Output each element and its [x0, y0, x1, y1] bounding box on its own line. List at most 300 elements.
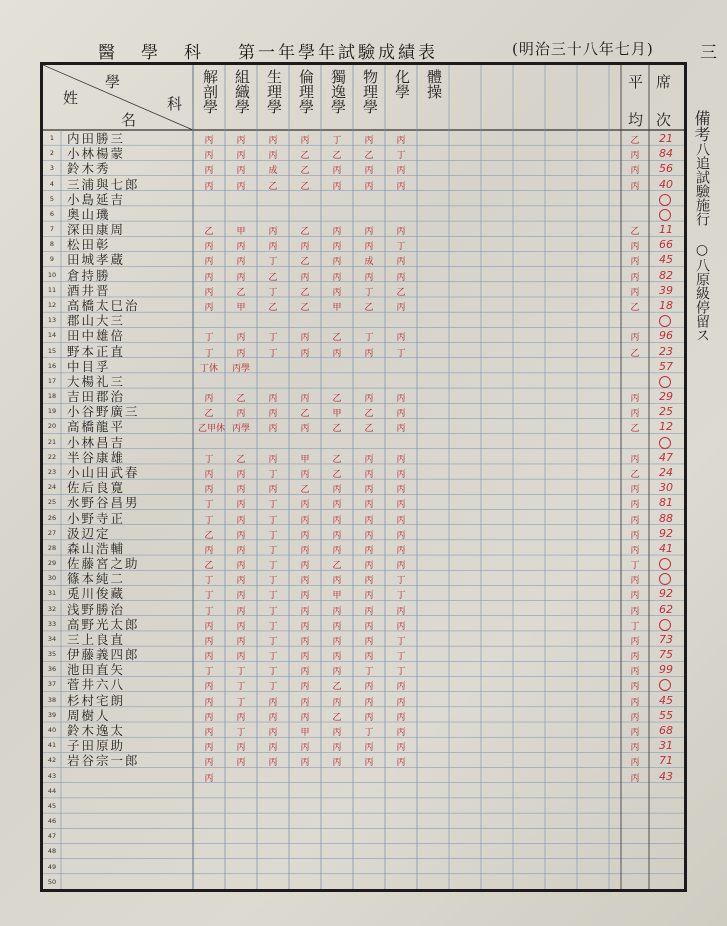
grade-cell: 乙 — [332, 394, 342, 405]
grade-cell: 丙 — [204, 394, 214, 405]
header-xue: 學 — [105, 73, 121, 91]
grade-cell: 丁 — [204, 500, 214, 511]
average-cell: 丙 — [630, 454, 640, 465]
grade-cell: 乙 — [300, 227, 310, 238]
grade-cell: 丙 — [236, 272, 246, 283]
grade-cell: 丙 — [364, 591, 374, 602]
grade-cell: 丙 — [204, 242, 214, 253]
grade-cell: 丙 — [204, 652, 214, 663]
average-cell: 丙 — [630, 545, 640, 556]
grade-cell: 甲 — [332, 591, 342, 602]
student-name: 松田彰 — [67, 237, 111, 253]
grade-cell: 丙 — [364, 682, 374, 693]
grade-cell: 丙 — [364, 394, 374, 405]
grade-cell: 丙 — [364, 743, 374, 754]
grade-cell: 丙 — [332, 348, 342, 359]
student-name: 田中雄倍 — [67, 328, 126, 344]
grade-cell: 丁 — [396, 348, 406, 359]
grade-cell: 丁 — [204, 333, 214, 344]
student-name: 小島延吉 — [67, 191, 126, 207]
date-label: (明治三十八年七月) — [512, 40, 654, 58]
row-number: 2 — [49, 149, 55, 158]
grade-cell: 乙 — [396, 287, 406, 298]
grade-cell: 丙 — [396, 166, 406, 177]
average-cell: 丙 — [630, 636, 640, 647]
grade-cell: 乙 — [236, 394, 246, 405]
grade-cell: 丁 — [236, 667, 246, 678]
grade-cell: 丙 — [204, 621, 214, 632]
row-number: 12 — [47, 300, 57, 309]
grade-cell: 丙 — [396, 227, 406, 238]
average-cell: 丙 — [630, 682, 640, 693]
grade-cell: 丙 — [332, 272, 342, 283]
rank-cell: 25 — [659, 405, 673, 419]
grade-cell: 丁 — [332, 136, 342, 146]
average-cell: 乙 — [630, 348, 640, 359]
grade-cell: 丙 — [236, 485, 246, 496]
header-rank-2: 次 — [656, 111, 672, 129]
row-number: 27 — [47, 528, 57, 537]
grade-cell: 乙 — [364, 151, 374, 162]
average-cell: 丙 — [630, 515, 640, 526]
circle-mark-icon — [659, 437, 671, 449]
grade-cell: 丙 — [204, 302, 214, 313]
rank-cell: 66 — [659, 238, 673, 252]
grade-cell: 丁 — [268, 287, 278, 298]
grade-cell: 乙 — [332, 682, 342, 693]
student-name: 田城孝蔵 — [67, 252, 126, 268]
grade-cell: 丙 — [204, 773, 214, 784]
subject-header: 生理學 — [265, 69, 283, 114]
rank-cell: 39 — [659, 283, 673, 297]
grade-cell: 丙 — [364, 166, 374, 177]
row-number: 24 — [47, 483, 57, 492]
row-number: 43 — [47, 771, 57, 780]
rank-cell: 92 — [659, 526, 673, 540]
average-cell: 丁 — [630, 621, 640, 632]
row-number: 44 — [47, 786, 57, 795]
grade-cell: 丙 — [300, 515, 310, 526]
row-number: 33 — [47, 619, 57, 628]
grade-cell: 丙 — [396, 302, 406, 313]
grade-cell: 丙 — [332, 576, 342, 587]
student-name: 岩谷宗一郎 — [67, 753, 140, 769]
average-cell: 丙 — [630, 272, 640, 283]
average-cell: 丙 — [630, 591, 640, 602]
row-number: 23 — [47, 467, 57, 476]
average-cell: 乙 — [630, 469, 640, 480]
student-name: 汲辺定 — [67, 525, 111, 541]
student-name: 篠本純二 — [67, 571, 126, 587]
student-name: 小谷野廣三 — [67, 404, 140, 420]
grade-cell: 丙 — [332, 227, 342, 238]
average-cell: 丙 — [630, 409, 640, 420]
grade-cell: 丙 — [396, 485, 406, 496]
grade-cell: 丁 — [396, 151, 406, 162]
grade-cell: 丙 — [396, 409, 406, 420]
student-name: 半谷康雄 — [67, 449, 126, 465]
row-number: 9 — [49, 255, 55, 264]
row-number: 5 — [49, 194, 55, 203]
row-number: 6 — [49, 209, 55, 218]
rank-cell: 57 — [659, 359, 673, 373]
grade-cell: 丙 — [268, 409, 278, 420]
grade-cell: 乙 — [300, 287, 310, 298]
grade-cell: 丙 — [364, 636, 374, 647]
grade-cell: 丙 — [300, 697, 310, 708]
grade-cell: 丙 — [364, 454, 374, 465]
grade-cell: 丙 — [300, 545, 310, 556]
grade-cell: 丙 — [364, 561, 374, 572]
grade-cell: 乙 — [364, 302, 374, 313]
grade-cell: 丙 — [236, 257, 246, 268]
grade-cell: 乙 — [332, 712, 342, 723]
row-number: 16 — [47, 361, 57, 370]
student-name: 中目孚 — [67, 358, 111, 374]
grade-cell: 丁 — [268, 469, 278, 480]
row-number: 15 — [47, 346, 57, 355]
grade-cell: 丙 — [364, 652, 374, 663]
grade-cell: 丁 — [364, 728, 374, 739]
grade-cell: 丙 — [364, 545, 374, 556]
rank-cell: 68 — [659, 724, 673, 738]
grade-cell: 丁 — [268, 515, 278, 526]
row-number: 4 — [49, 179, 55, 188]
row-number: 50 — [47, 877, 57, 886]
grade-cell: 丙 — [396, 530, 406, 541]
grade-cell: 丙 — [300, 621, 310, 632]
grade-cell: 丁 — [268, 545, 278, 556]
header-average-2: 均 — [628, 111, 644, 129]
rank-cell: 40 — [659, 177, 673, 191]
grade-cell: 丙 — [236, 743, 246, 754]
grade-cell: 丙 — [300, 333, 310, 344]
grade-cell: 丙 — [332, 743, 342, 754]
grade-cell: 丙 — [204, 272, 214, 283]
grade-cell: 丙 — [396, 728, 406, 739]
grade-cell: 乙 — [268, 272, 278, 283]
rank-cell: 23 — [659, 344, 673, 358]
grade-cell: 成 — [364, 257, 374, 268]
grade-cell: 丙 — [268, 394, 278, 405]
grade-cell: 丙 — [332, 166, 342, 177]
average-cell: 丙 — [630, 743, 640, 754]
row-number: 49 — [47, 862, 57, 871]
grade-cell: 丙 — [364, 272, 374, 283]
header-subject: 科 — [167, 95, 183, 113]
student-name: 小野寺正 — [67, 510, 126, 526]
grade-cell: 丙 — [300, 576, 310, 587]
grade-cell: 乙 — [204, 409, 214, 420]
row-number: 31 — [47, 589, 57, 598]
grade-cell: 丙 — [300, 530, 310, 541]
row-number: 7 — [49, 225, 55, 234]
grade-cell: 丙 — [300, 743, 310, 754]
grade-cell: 丁 — [268, 333, 278, 344]
student-name: 高橋太巳治 — [67, 297, 140, 313]
grade-cell: 丙 — [364, 515, 374, 526]
grade-cell: 丙 — [396, 697, 406, 708]
grade-cell: 丙 — [236, 515, 246, 526]
grade-cell: 丁 — [396, 242, 406, 253]
student-name: 酒井晋 — [67, 282, 111, 298]
rank-cell: 56 — [659, 162, 673, 176]
grade-cell: 丁 — [268, 500, 278, 511]
student-name: 伊藤義四郎 — [67, 647, 140, 663]
grade-cell: 丙學 — [231, 363, 250, 374]
grade-cell: 丁 — [396, 652, 406, 663]
grade-cell: 丙 — [236, 758, 246, 769]
grade-cell: 丙 — [364, 606, 374, 617]
grade-cell: 乙 — [300, 181, 310, 192]
row-number: 37 — [47, 680, 57, 689]
rank-cell: 62 — [659, 602, 673, 616]
grade-cell: 丙 — [364, 469, 374, 480]
grade-cell: 丙 — [300, 667, 310, 678]
rank-cell: 73 — [659, 632, 673, 646]
rank-cell: 29 — [659, 390, 673, 404]
subject-header: 倫理學 — [297, 69, 315, 114]
grade-cell: 乙 — [204, 561, 214, 572]
rank-cell: 21 — [659, 132, 673, 145]
student-name: 奥山璣 — [67, 206, 111, 222]
grade-cell: 丙 — [396, 712, 406, 723]
grade-cell: 丙 — [332, 257, 342, 268]
row-number: 30 — [47, 574, 57, 583]
grade-cell: 丁 — [236, 728, 246, 739]
rank-cell: 71 — [659, 754, 673, 768]
grade-cell: 乙 — [300, 151, 310, 162]
grade-cell: 丙 — [332, 667, 342, 678]
grade-cell: 丙 — [236, 712, 246, 723]
grade-cell: 丁 — [268, 257, 278, 268]
average-cell: 乙 — [630, 136, 640, 146]
grade-cell: 丙 — [204, 485, 214, 496]
grade-cell: 丙 — [396, 257, 406, 268]
row-number: 20 — [47, 422, 57, 431]
average-cell: 丙 — [630, 166, 640, 177]
student-name: 水野谷昌男 — [67, 495, 140, 511]
average-cell: 丙 — [630, 652, 640, 663]
grade-cell: 丙 — [396, 621, 406, 632]
grade-cell: 甲 — [300, 454, 310, 465]
student-name: 高橋龍平 — [67, 419, 126, 435]
grade-cell: 丁 — [364, 287, 374, 298]
grade-cell: 乙 — [236, 454, 246, 465]
grade-cell: 丙 — [396, 682, 406, 693]
grade-cell: 丁 — [268, 652, 278, 663]
average-cell: 乙 — [630, 424, 640, 435]
grade-cell: 乙 — [332, 424, 342, 435]
grade-cell: 丁 — [204, 348, 214, 359]
grade-cell: 丁 — [204, 576, 214, 587]
average-cell: 丙 — [630, 181, 640, 192]
grade-cell: 丙 — [204, 758, 214, 769]
grade-cell: 丙 — [300, 652, 310, 663]
student-name: 鈴木逸太 — [67, 723, 126, 739]
grade-cell: 乙 — [268, 181, 278, 192]
grade-cell: 丙 — [236, 151, 246, 162]
grade-cell: 丙 — [364, 576, 374, 587]
grade-cell: 丁 — [396, 636, 406, 647]
grade-cell: 丁 — [204, 606, 214, 617]
row-number: 17 — [47, 376, 57, 385]
grade-cell: 丙 — [268, 728, 278, 739]
row-number: 21 — [47, 437, 57, 446]
grade-cell: 丙 — [332, 621, 342, 632]
grade-cell: 丙 — [204, 545, 214, 556]
grade-cell: 丙 — [364, 758, 374, 769]
average-cell: 丙 — [630, 530, 640, 541]
grade-cell: 丁 — [268, 348, 278, 359]
subject-header: 化學 — [393, 69, 411, 99]
row-number: 13 — [47, 316, 57, 325]
grade-cell: 丁 — [396, 576, 406, 587]
grade-cell: 丙 — [396, 136, 406, 146]
grade-cell: 丁 — [268, 667, 278, 678]
grade-cell: 丙 — [236, 652, 246, 663]
grade-cell: 丙 — [268, 712, 278, 723]
row-number: 35 — [47, 650, 57, 659]
grade-cell: 丙 — [236, 530, 246, 541]
row-number: 8 — [49, 240, 55, 249]
grade-cell: 丙 — [364, 712, 374, 723]
grade-cell: 丙 — [332, 758, 342, 769]
student-name: 佐后良寛 — [67, 480, 126, 496]
grade-cell: 丙 — [236, 181, 246, 192]
grade-cell: 丙 — [204, 636, 214, 647]
student-name: 小山田武春 — [67, 464, 140, 480]
page-mark: 三 — [700, 43, 718, 63]
grade-cell: 丁 — [268, 530, 278, 541]
row-number: 32 — [47, 604, 57, 613]
grade-cell: 丙 — [268, 697, 278, 708]
average-cell: 丙 — [630, 773, 640, 784]
student-name: 佐藤宮之助 — [67, 556, 140, 572]
grade-cell: 乙 — [332, 151, 342, 162]
grade-cell: 丙 — [236, 500, 246, 511]
grade-cell: 丙 — [204, 151, 214, 162]
grade-cell: 丙 — [268, 227, 278, 238]
circle-mark-icon — [659, 619, 671, 631]
header-average-1: 平 — [628, 73, 644, 91]
grade-cell: 丙 — [204, 697, 214, 708]
grade-cell: 丙 — [268, 485, 278, 496]
average-cell: 丙 — [630, 394, 640, 405]
row-number: 47 — [47, 832, 57, 841]
student-name: 大楊礼三 — [67, 373, 126, 389]
student-name: 森山浩輔 — [67, 540, 126, 556]
circle-mark-icon — [659, 376, 671, 388]
grade-cell: 丙 — [396, 606, 406, 617]
row-number: 38 — [47, 695, 57, 704]
average-cell: 丙 — [630, 606, 640, 617]
grade-cell: 丙 — [364, 485, 374, 496]
row-number: 18 — [47, 392, 57, 401]
average-cell: 丙 — [630, 728, 640, 739]
grade-cell: 乙 — [204, 227, 214, 238]
grade-cell: 丙 — [204, 743, 214, 754]
student-name: 倉持勝 — [67, 267, 111, 283]
grade-cell: 乙 — [300, 409, 310, 420]
grade-cell: 丙 — [332, 606, 342, 617]
average-cell: 丙 — [630, 758, 640, 769]
row-number: 11 — [47, 285, 57, 294]
grade-cell: 丙 — [236, 166, 246, 177]
grade-cell: 丁 — [268, 576, 278, 587]
subject-header: 解剖學 — [201, 69, 219, 114]
student-name: 子田原助 — [67, 738, 126, 754]
average-cell: 乙 — [630, 302, 640, 313]
grade-cell: 丁休 — [199, 363, 218, 374]
grade-cell: 丙 — [364, 136, 374, 146]
grade-cell: 丙 — [300, 242, 310, 253]
grade-cell: 乙 — [300, 257, 310, 268]
grade-cell: 乙 — [332, 333, 342, 344]
average-cell: 丙 — [630, 667, 640, 678]
row-number: 1 — [49, 134, 55, 142]
student-name: 浅野勝治 — [67, 601, 126, 617]
rank-cell: 43 — [659, 769, 673, 783]
grade-cell: 成 — [268, 166, 278, 177]
grade-cell: 丙 — [204, 728, 214, 739]
row-number: 46 — [47, 817, 57, 826]
grade-cell: 丙 — [204, 166, 214, 177]
header-surname: 姓 — [63, 89, 79, 107]
rank-cell: 24 — [659, 465, 673, 479]
grade-cell: 丙 — [332, 242, 342, 253]
grade-cell: 乙 — [236, 287, 246, 298]
rank-cell: 47 — [659, 450, 673, 464]
subject-header: 獨逸學 — [329, 69, 347, 114]
grade-cell: 丙 — [332, 652, 342, 663]
document-title — [0, 30, 727, 62]
grade-cell: 丁 — [204, 591, 214, 602]
average-cell: 丙 — [630, 242, 640, 253]
table-title: 第一年學年試驗成績表 — [238, 43, 438, 63]
grade-cell: 丁 — [364, 667, 374, 678]
student-name: 池田直矢 — [67, 662, 126, 678]
grade-cell: 丙 — [300, 606, 310, 617]
grade-cell: 丙 — [396, 333, 406, 344]
row-number: 3 — [49, 164, 55, 173]
grade-cell: 丙 — [300, 758, 310, 769]
grade-cell: 丙 — [236, 469, 246, 480]
row-number: 28 — [47, 543, 57, 552]
subject-header: 組織學 — [233, 69, 251, 114]
grade-cell: 丙學 — [231, 424, 250, 435]
grade-cell: 丙 — [332, 485, 342, 496]
student-name: 三浦與七郎 — [67, 176, 140, 192]
grade-cell: 丙 — [236, 561, 246, 572]
row-number: 22 — [47, 452, 57, 461]
grade-cell: 丙 — [396, 500, 406, 511]
student-name: 高野光太郎 — [67, 616, 140, 632]
student-name: 郡山大三 — [67, 313, 126, 329]
average-cell: 丙 — [630, 287, 640, 298]
grade-cell: 丙 — [396, 469, 406, 480]
grade-cell: 丙 — [236, 636, 246, 647]
rank-cell: 41 — [659, 541, 673, 555]
grade-cell: 丙 — [332, 697, 342, 708]
grade-cell: 丙 — [364, 227, 374, 238]
grade-cell: 丙 — [364, 348, 374, 359]
grade-cell: 丙 — [268, 424, 278, 435]
grade-cell: 丙 — [332, 515, 342, 526]
grade-cell: 乙 — [364, 409, 374, 420]
grade-cell: 丙 — [300, 500, 310, 511]
grade-cell: 丙 — [300, 394, 310, 405]
